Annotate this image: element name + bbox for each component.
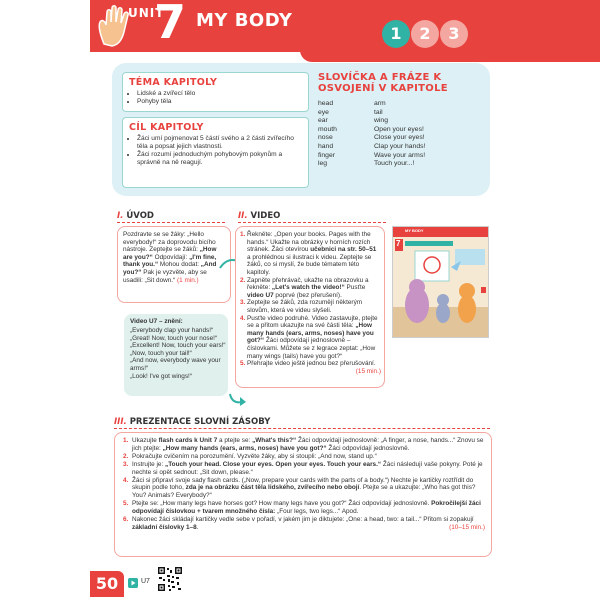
text-run: „How are you?“: [123, 246, 217, 261]
list-item: [123, 500, 485, 515]
step-number: 4.: [240, 314, 246, 322]
list-item: • Žáci umí pojmenovat 5 částí svého a 2 části zvířecího těla a popsat jejich vlastnosti.: [137, 135, 305, 151]
goal-list: [129, 135, 305, 167]
text-run: „What's this?“: [252, 437, 297, 444]
vocab-word: finger: [318, 151, 336, 159]
unit-label: UNIT: [128, 6, 165, 20]
text-run: Nakonec žáci skládají kartičky vedle sebe v pořadí, v jakém jim je diktujete: „One: a head, two: a tail...“ Přitom si zopakují: [132, 515, 474, 523]
song-box: [124, 314, 228, 396]
list-item: • Žáci rozumí jednoduchým pohybovým pokynům a správně na ně reagují.: [137, 151, 305, 167]
goal-title: CÍL KAPITOLY: [129, 122, 204, 133]
text-run: „I'm fine, thank you.“: [123, 253, 217, 269]
step-number: 5.: [123, 500, 129, 508]
step-item: [240, 299, 381, 314]
vocab-column-1: [318, 100, 337, 169]
text-run: zda je na obrázku část těla lidského, zvířecího nebo obojí: [185, 484, 360, 492]
step-3-badge: 3: [440, 20, 468, 48]
intro-box: [117, 226, 231, 303]
vocab-word: Touch your...!: [374, 160, 415, 168]
divider: [238, 222, 386, 224]
text-run: Instrujte je:: [132, 460, 166, 468]
lyric-line: „Everybody clap your hands!“: [130, 327, 214, 334]
vocab-word: Wave your arms!: [374, 151, 426, 159]
time-label: (15 min.): [355, 367, 381, 375]
vocab-title: SLOVÍČKA A FRÁZE K OSVOJENÍ V KAPITOLE: [318, 72, 448, 94]
lyric-line: „Look! I've got wings!“: [130, 372, 192, 380]
time-label: (10–15 min.): [449, 523, 485, 531]
list-item: • Pohyby těla: [137, 98, 195, 106]
presentation-heading: [114, 417, 270, 427]
vocab-word: Clap your hands!: [374, 142, 426, 150]
list-item: [123, 516, 485, 531]
video-heading: [238, 211, 280, 221]
text-run: flash cards k Unit 7: [158, 437, 218, 444]
step-2-badge: 2: [411, 20, 439, 48]
step-number: 1.: [240, 231, 246, 238]
video-box: [235, 226, 385, 388]
text-run: Přehrajte video ještě jednou bez přerušování.: [247, 360, 376, 368]
text-run: Žáci odpovídají jednoslovně – číslovkami. Můžete se z legrace zeptat: „How many wings (tails) have you got?“: [247, 337, 376, 360]
step-item: [240, 231, 381, 277]
unit-number: 7: [154, 0, 187, 49]
qr-code-icon[interactable]: [157, 566, 183, 592]
presentation-steps: [123, 437, 485, 532]
text-run: základní číslovky 1–8: [132, 523, 197, 531]
thumbnail-unit: 7: [396, 239, 401, 248]
text-run: Řekněte: „Open your books. Pages with the hands.“ Ukažte na obrázky v horních rozích stránek. Žáci otevírou: [247, 231, 371, 254]
divider: [114, 428, 490, 430]
section-number: I.: [117, 211, 124, 221]
list-item: • Lidské a zvířecí tělo: [137, 90, 195, 98]
text-run: „Four legs, two legs...“ Apod.: [275, 507, 359, 515]
vocab-word: eye: [318, 108, 329, 116]
textbook-page-thumbnail: [392, 226, 489, 338]
video-steps: [240, 231, 381, 375]
intro-heading: [117, 211, 154, 221]
step-number: 6.: [123, 515, 129, 523]
header-band: [300, 50, 600, 62]
lyric-line: „Excellent! Now, touch your ears!“: [130, 342, 226, 350]
section-title: ÚVOD: [126, 211, 154, 221]
step-number: 4.: [123, 476, 129, 484]
step-number: 2.: [240, 276, 246, 284]
section-number: II.: [238, 211, 248, 221]
vocab-word: Open your eyes!: [374, 125, 424, 133]
step-1-badge: 1: [382, 20, 410, 48]
text-run: Žáci následují vaše pokyny. Poté je nechte si opět sednout: „Sit down, please.“: [132, 460, 483, 476]
text-run: Zapněte přehrávač, ukažte na obrazovku a řekněte:: [247, 276, 369, 292]
topic-list: [129, 90, 195, 106]
text-run: „How many hands (ears, arms, noses) have you got?“: [247, 322, 374, 345]
time-label: (1 min.): [177, 276, 199, 284]
text-run: „Touch your head. Close your eyes. Open your eyes. Touch your ears.“: [165, 460, 382, 468]
section-title: PREZENTACE SLOVNÍ ZÁSOBY: [129, 417, 271, 427]
text-run: Ptejte se: „How many legs have horses got? How many legs have you got?“ Žáci odpovídají jednoslovně.: [132, 500, 432, 508]
step-number: 5.: [240, 360, 246, 368]
list-item: [123, 461, 485, 476]
lyric-line: „Now, touch your tail!“: [130, 349, 192, 357]
vocab-word: wing: [374, 117, 388, 125]
step-number: 3.: [123, 460, 129, 468]
section-number: III.: [114, 417, 127, 427]
intro-text: [123, 231, 226, 284]
vocab-word: nose: [318, 134, 333, 142]
text-run: Pozdravte se se žáky: „Hello everybody!“ za doprovodu bicího nástroje. Zeptejte se žáků:: [123, 231, 216, 254]
text-run: video U7: [247, 291, 274, 299]
text-run: .: [196, 523, 199, 531]
text-run: „How many hands (ears, arms, noses) have you got?“: [162, 444, 327, 452]
list-item: [123, 477, 485, 500]
step-number: 2.: [123, 452, 129, 460]
text-run: „And you?“: [123, 261, 217, 276]
topic-title: TÉMA KAPITOLY: [129, 77, 218, 88]
lyric-line: „And now, everybody wave your arms!“: [130, 357, 221, 372]
text-run: Žáci odpovídají jednoslovně.: [326, 444, 410, 452]
song-title: Video U7 – znění:: [130, 318, 183, 325]
video-label: U7: [141, 578, 150, 585]
divider: [117, 222, 225, 224]
text-run: Ukazujte: [132, 437, 159, 444]
step-item: [240, 360, 381, 368]
vocab-word: ear: [318, 117, 328, 125]
text-run: . Ptejte se a ukazujte: „Who has got this? You? Animals? Everybody?“: [132, 484, 476, 499]
page-number: 50: [90, 571, 124, 597]
text-run: Pak je vyzvěte, aby se usadili: „Sit down.“: [123, 268, 207, 284]
presentation-box: [114, 432, 492, 557]
text-run: učebnici na str. 50–51: [310, 246, 377, 254]
text-run: Zeptejte se žáků, zda rozumějí některým slovům, která ve videu slyšeli.: [247, 299, 363, 314]
text-run: Pokračujte cvičením na porozumění. Vyzvěte žáky, aby si stoupli: „And now, stand up.“: [132, 452, 377, 460]
text-run: Žáci si připraví svoje sady flash cards. („Now, prepare your cards with the parts of a body.“) Nechte je kartičky roztřídit do skupin podle toho,: [132, 476, 474, 492]
text-run: Pusťte video podruhé. Video zastavujte, ptejte se a přitom ukazujte na své části těla:: [247, 314, 378, 330]
text-run: poprvé (bez přerušení).: [273, 291, 342, 299]
step-number: 1.: [123, 437, 129, 444]
text-run: a prohlédnou si ilustraci k videu. Zeptejte se žáků, co si myslí, že bude tématem této kapitoly.: [247, 253, 372, 276]
text-run: Mohou dodat:: [158, 261, 201, 269]
topic-card: [122, 72, 309, 112]
goal-card: [122, 117, 309, 188]
vocab-word: hand: [318, 142, 334, 150]
arrow-down-icon: [228, 392, 248, 408]
unit-title: MY BODY: [196, 10, 293, 31]
text-run: Pusťte: [344, 284, 366, 292]
play-icon[interactable]: [128, 578, 138, 588]
vocab-section: [318, 72, 483, 190]
thumbnail-illustration: [393, 227, 488, 337]
song-lyrics: [130, 327, 226, 380]
vocab-word: Close your eyes!: [374, 134, 425, 142]
section-title: VIDEO: [250, 211, 281, 221]
vocab-word: arm: [374, 100, 386, 107]
text-run: „Let's watch the video!“: [271, 284, 345, 292]
vocab-word: mouth: [318, 125, 337, 133]
text-run: a ptejte se:: [217, 437, 253, 444]
thumbnail-title: MY BODY: [405, 228, 424, 233]
text-run: Žáci odpovídají jednoslovně: „A finger, a nose, hands...“ Znovu se jich ptejte:: [132, 437, 484, 452]
step-item: [240, 315, 381, 361]
step-number: 3.: [240, 299, 246, 307]
vocab-word: leg: [318, 160, 328, 168]
vocab-word: head: [318, 100, 334, 107]
text-run: Odpovídají:: [152, 253, 190, 261]
text-run: Pokročilejší žáci odpovídají číslovkou + tvarem množného čísla:: [132, 500, 481, 515]
step-item: [240, 277, 381, 300]
vocab-column-2: [374, 100, 425, 169]
list-item: [123, 437, 485, 452]
list-item: [123, 453, 485, 461]
lyric-line: „Great! Now, touch your nose!“: [130, 334, 218, 342]
vocab-word: tail: [374, 108, 383, 116]
